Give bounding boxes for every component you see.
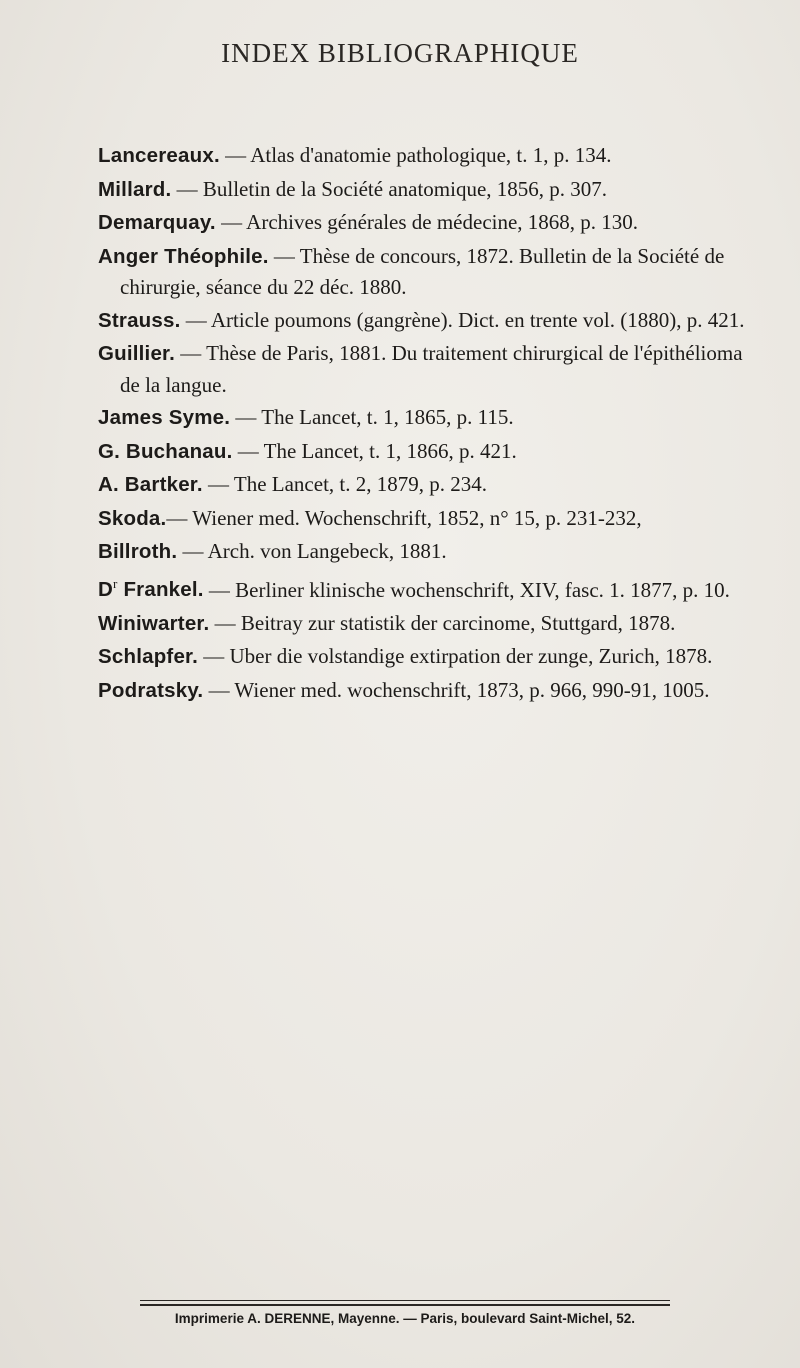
entry-reference: — Thèse de Paris, 1881. Du traitement chirurgical de l'épithélioma de la langue. <box>120 341 743 397</box>
bibliography-entry <box>98 241 748 303</box>
entry-reference: — Article poumons (gangrène). Dict. en trente vol. (1880), p. 421. <box>180 307 745 332</box>
entry-reference: — Uber die volstandige extirpation der zunge, Zurich, 1878. <box>198 644 713 669</box>
page-title: INDEX BIBLIOGRAPHIQUE <box>221 38 579 68</box>
bibliography-entry <box>98 305 748 337</box>
entry-author: Lancereaux. <box>98 144 220 167</box>
entry-author <box>98 578 204 601</box>
bibliography-entry <box>98 174 748 206</box>
colophon-rule-thick <box>140 1304 670 1306</box>
entry-author: Winiwarter. <box>98 611 210 635</box>
entry-author: Podratsky. <box>98 678 204 702</box>
entry-reference: — Archives générales de médecine, 1868, p. 130. <box>215 210 639 234</box>
bibliography-entry <box>98 536 748 568</box>
bibliography-entry <box>98 608 748 640</box>
entry-reference: — Arch. von Langebeck, 1881. <box>177 539 447 563</box>
bibliography-entry <box>98 140 748 172</box>
entry-author: Guillier. <box>98 342 175 365</box>
bibliography-entry <box>98 436 748 468</box>
entry-author-name: Frankel. <box>117 578 204 602</box>
bibliography-entry <box>98 207 748 239</box>
bibliography-entry <box>98 469 748 501</box>
entry-reference: — Atlas d'anatomie pathologique, t. 1, p. 134. <box>219 143 612 167</box>
entry-reference: — The Lancet, t. 1, 1865, p. 115. <box>230 405 514 429</box>
bibliography-entry <box>98 675 748 707</box>
entry-author: G. Buchanau. <box>98 439 233 463</box>
entry-author: James Syme. <box>98 406 231 429</box>
printer-colophon <box>140 1300 670 1326</box>
entry-reference: — Wiener med. Wochenschrift, 1852, n° 15, p. 231-232, <box>166 505 642 530</box>
entry-reference: — Beitray zur statistik der carcinome, Stuttgard, 1878. <box>209 610 676 635</box>
entry-reference: — Thèse de concours, 1872. Bulletin de la Société de chirurgie, séance du 22 déc. 1880. <box>120 243 725 299</box>
entry-author: Skoda. <box>98 506 167 530</box>
colophon-rule-thin <box>140 1300 670 1301</box>
entry-author: Schlapfer. <box>98 645 198 669</box>
entry-author: Strauss. <box>98 308 181 332</box>
entry-author: Anger Théophile. <box>98 244 269 268</box>
entry-reference: — Bulletin de la Société anatomique, 1856, p. 307. <box>171 176 608 201</box>
bibliography-entry <box>98 402 748 434</box>
entry-reference: — Wiener med. wochenschrift, 1873, p. 966, 990-91, 1005. <box>203 677 710 702</box>
bibliography-entry <box>98 570 748 606</box>
entry-author-superscript: r <box>113 576 118 592</box>
entry-author-title: D <box>98 578 114 602</box>
entry-reference: — The Lancet, t. 2, 1879, p. 234. <box>202 472 487 496</box>
printer-line: Imprimerie A. DERENNE, Mayenne. — Paris, boulevard Saint-Michel, 52. <box>174 1311 636 1326</box>
bibliography-entry <box>98 503 748 535</box>
entry-reference: — The Lancet, t. 1, 1866, p. 421. <box>232 438 517 463</box>
entry-author: Billroth. <box>98 540 178 563</box>
entry-reference: — Berliner klinische wochenschrift, XIV, fasc. 1. 1877, p. 10. <box>203 577 730 602</box>
bibliography-entry <box>98 641 748 673</box>
entry-author: Millard. <box>98 177 172 201</box>
bibliography-list <box>98 140 748 708</box>
entry-author: A. Bartker. <box>98 473 203 496</box>
entry-author: Demarquay. <box>98 211 216 234</box>
bibliography-entry <box>98 338 748 400</box>
